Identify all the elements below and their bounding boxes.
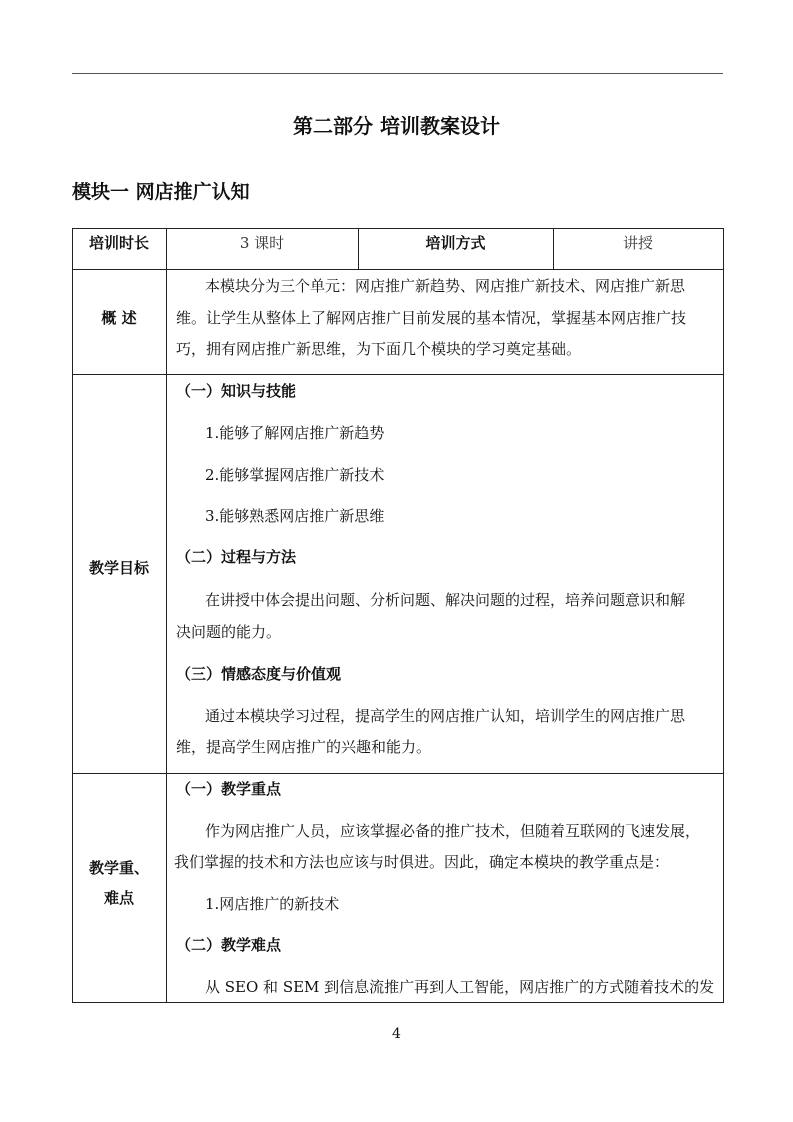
- overview-line: 巧，拥有网店推广新思维，为下面几个模块的学习奠定基础。: [176, 340, 582, 358]
- module-title: 模块一 网店推广认知: [72, 181, 250, 203]
- objectives-label: 教学目标: [88, 559, 149, 577]
- section-heading: （二）过程与方法: [176, 548, 297, 566]
- paragraph-line: 作为网店推广人员，应该掌握必备的推广技术，但随着互联网的飞速发展，: [205, 822, 701, 840]
- section-heading: （一）知识与技能: [176, 382, 297, 400]
- list-item: 2.能够掌握网店推广新技术: [205, 466, 385, 484]
- table-border: [72, 228, 724, 229]
- paragraph-line: 在讲授中体会提出问题、分析问题、解决问题的过程，培养问题意识和解: [205, 591, 686, 609]
- key-points-label: 教学重、: [88, 859, 149, 877]
- duration-value: 3 课时: [239, 234, 285, 252]
- list-item: 3.能够熟悉网店推广新思维: [205, 507, 385, 525]
- list-item: 1.网店推广的新技术: [205, 895, 340, 913]
- list-item: 1.能够了解网店推广新趋势: [205, 424, 385, 442]
- table-border: [72, 1002, 724, 1003]
- paragraph-line: 从 SEO 和 SEM 到信息流推广再到人工智能，网店推广的方式随着技术的发: [205, 978, 715, 996]
- header-rule: [72, 73, 723, 74]
- paragraph-line: 我们掌握的技术和方法也应该与时俱进。因此，确定本模块的教学重点是：: [174, 853, 670, 871]
- table-border: [72, 374, 724, 375]
- table-border: [72, 228, 73, 1003]
- overview-line: 维。让学生从整体上了解网店推广目前发展的基本情况，掌握基本网店推广技: [176, 309, 687, 327]
- overview-label: 概 述: [101, 309, 137, 327]
- paragraph-line: 维，提高学生网店推广的兴趣和能力。: [176, 738, 432, 756]
- method-value: 讲授: [622, 234, 653, 252]
- table-border: [723, 228, 724, 1003]
- key-points-label: 难点: [103, 889, 134, 907]
- paragraph-line: 决问题的能力。: [176, 623, 282, 641]
- table-border: [166, 228, 167, 1003]
- overview-line: 本模块分为三个单元：网店推广新趋势、网店推广新技术、网店推广新思: [205, 277, 686, 295]
- section-heading: （二）教学难点: [176, 936, 282, 954]
- duration-label: 培训时长: [88, 234, 149, 252]
- table-border: [72, 773, 724, 774]
- page-number: 4: [392, 1026, 401, 1042]
- page-title: 第二部分 培训教案设计: [293, 114, 500, 138]
- method-label: 培训方式: [425, 234, 486, 252]
- section-heading: （三）情感态度与价值观: [176, 665, 342, 683]
- table-border: [72, 269, 724, 270]
- paragraph-line: 通过本模块学习过程，提高学生的网店推广认知，培训学生的网店推广思: [205, 707, 686, 725]
- section-heading: （一）教学重点: [176, 780, 282, 798]
